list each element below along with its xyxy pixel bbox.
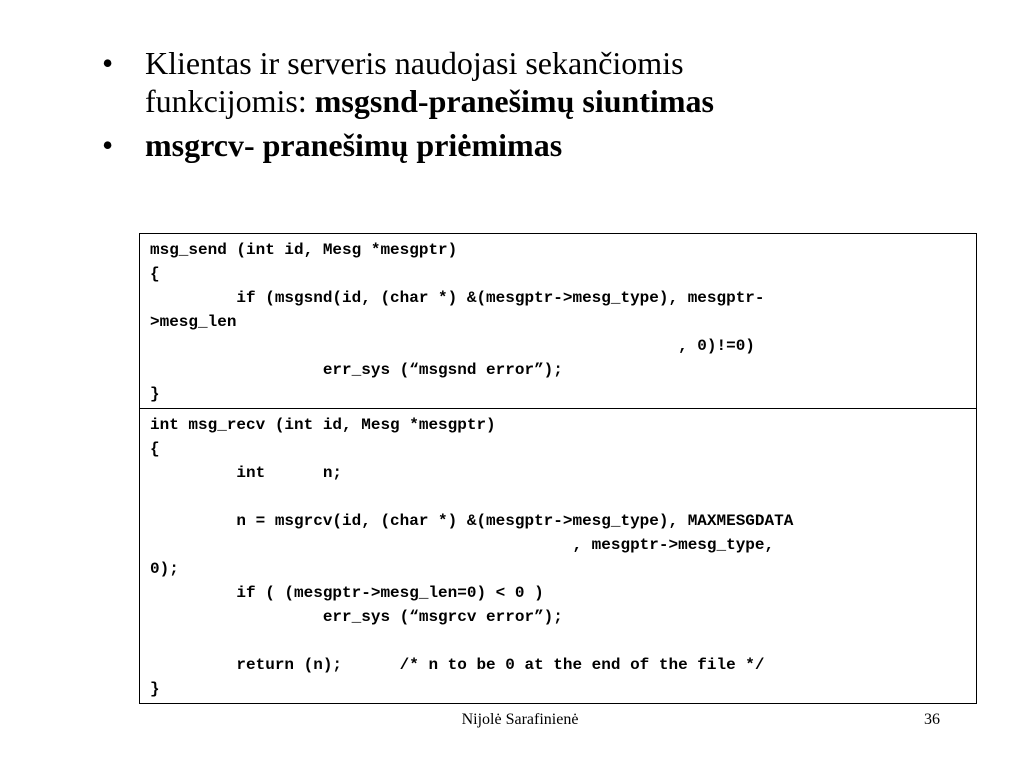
code-line: { [150, 265, 160, 283]
code-line: >mesg_len [150, 313, 237, 331]
code-line: err_sys (“msgrcv error”); [150, 608, 563, 626]
bullet-icon: • [102, 45, 114, 81]
page-number: 36 [924, 711, 940, 728]
bullet-item-functions [100, 44, 980, 120]
code-line: if (msgsnd(id, (char *) &(mesgptr->mesg_type), mesgptr- [150, 289, 765, 307]
code-cell-msg-send [140, 234, 976, 408]
bullet-list [100, 44, 980, 170]
code-line-blank [150, 629, 966, 653]
code-line: err_sys (“msgsnd error”); [150, 361, 563, 379]
code-line: return (n); /* n to be 0 at the end of the file */ [150, 656, 765, 674]
bullet-line-2-prefix: funkcijomis: [145, 83, 315, 119]
code-line: } [150, 385, 160, 403]
code-line: if ( (mesgptr->mesg_len=0) < 0 ) [150, 584, 544, 602]
bullet-line-1: Klientas ir serveris naudojasi sekančiomis [145, 45, 684, 81]
code-line: } [150, 680, 160, 698]
bullet-line-2-bold: msgsnd-pranešimų siuntimas [314, 83, 714, 119]
code-line: { [150, 440, 160, 458]
bullet-item-msgrcv [100, 126, 980, 164]
bullet-line-2 [145, 82, 980, 120]
code-line: msg_send (int id, Mesg *mesgptr) [150, 241, 458, 259]
footer-author: Nijolė Sarafinienė [461, 711, 579, 728]
code-line: int msg_recv (int id, Mesg *mesgptr) [150, 416, 496, 434]
code-cell-msg-recv [140, 408, 976, 703]
code-table [139, 233, 977, 704]
code-line: int n; [150, 464, 343, 482]
bullet-icon: • [102, 127, 114, 163]
code-line: , 0)!=0) [150, 337, 755, 355]
code-line: n = msgrcv(id, (char *) &(mesgptr->mesg_type), MAXMESGDATA [150, 512, 794, 530]
code-line: , mesgptr->mesg_type, [150, 536, 775, 554]
code-line: 0); [150, 560, 179, 578]
bullet-msgrcv-text: msgrcv- pranešimų priėmimas [145, 127, 563, 163]
code-line-blank [150, 485, 966, 509]
